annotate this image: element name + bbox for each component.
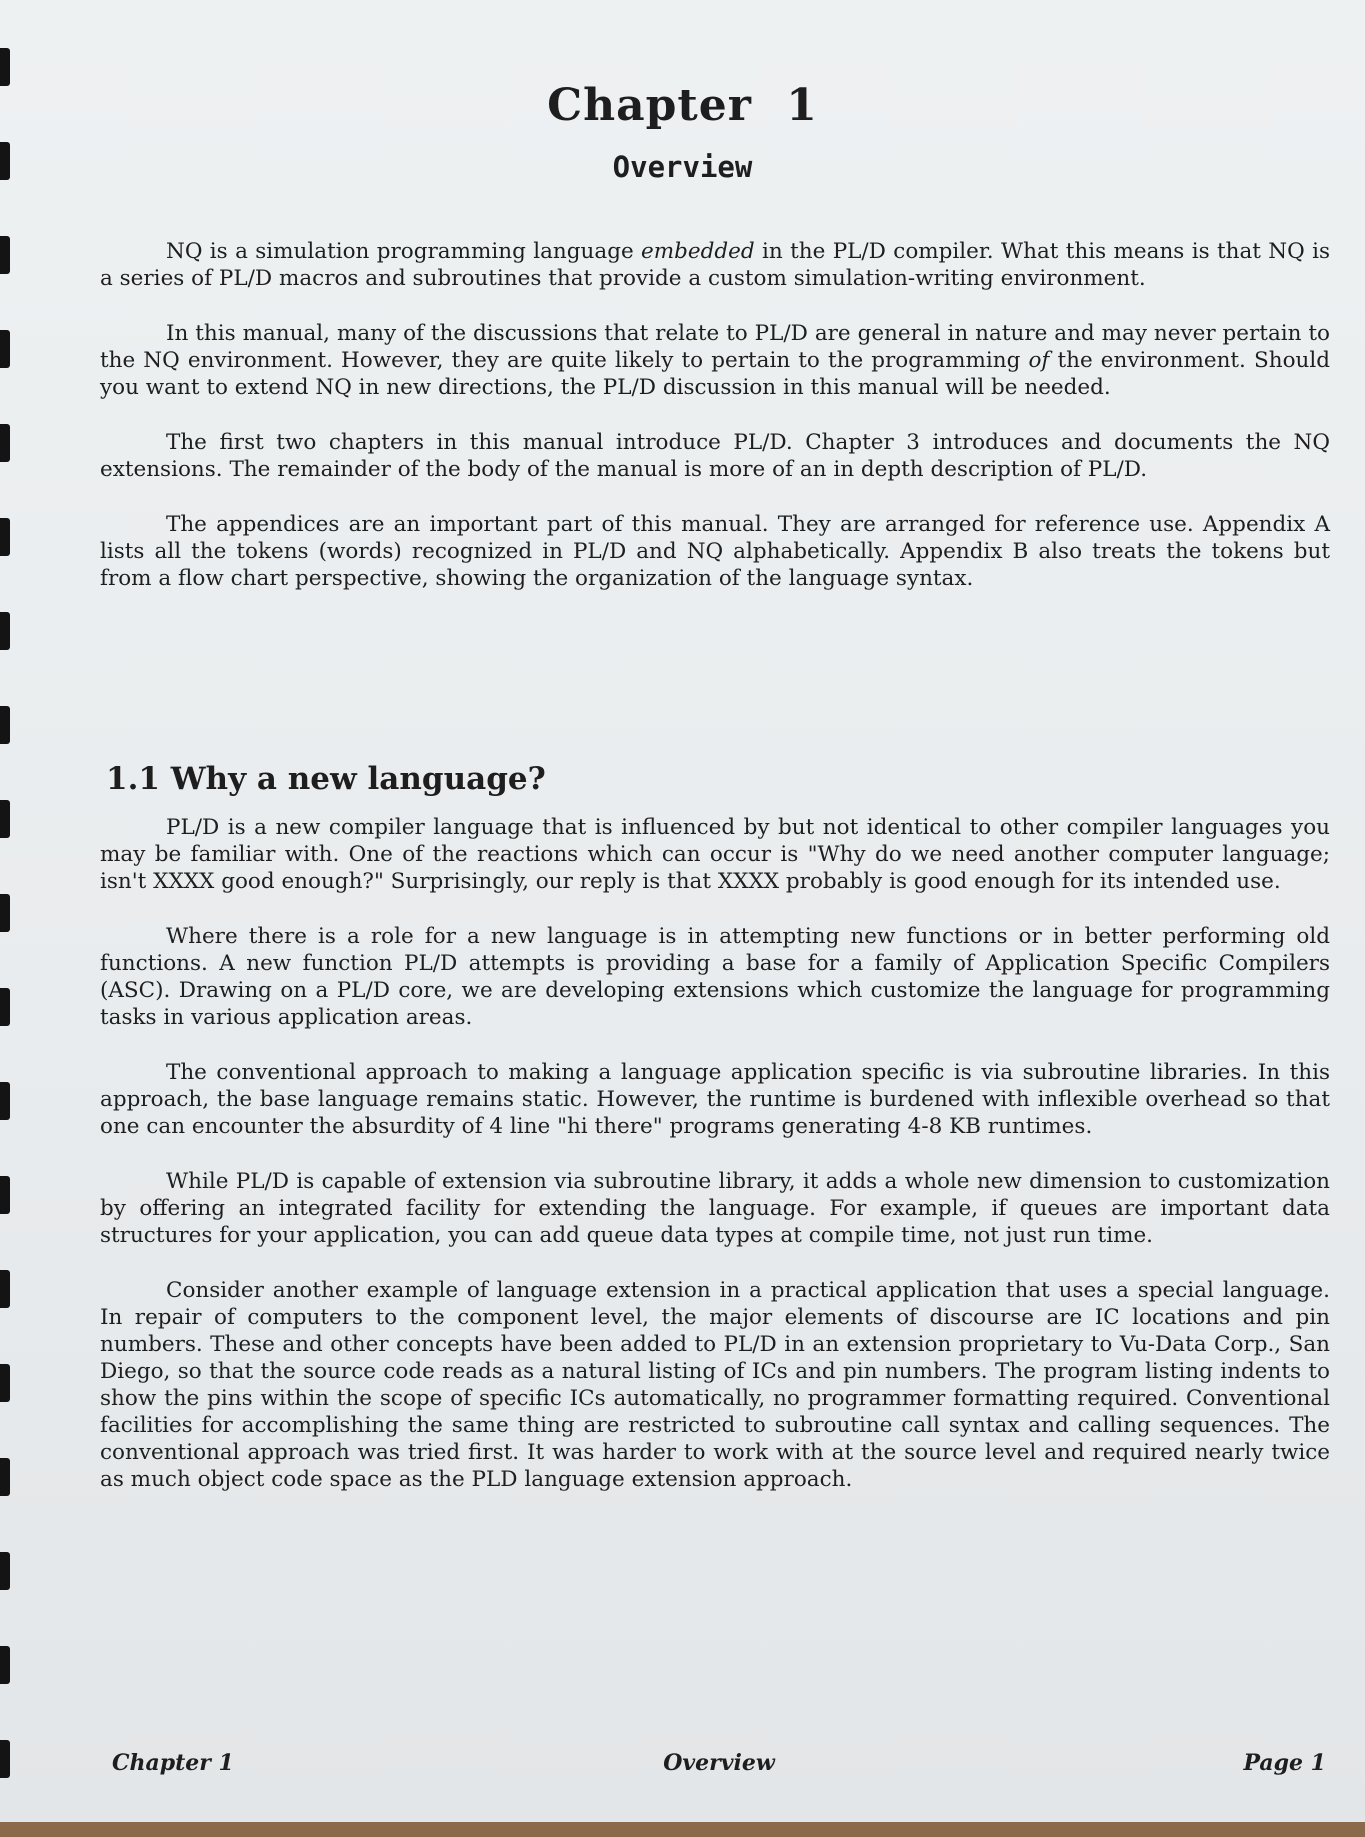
- chapter-subtitle: Overview: [612, 150, 753, 184]
- paragraph: In this manual, many of the discussions that relate to PL/D are general in nature and may never pertain to the NQ environment. However, they are quite likely to pertain to the programming of the environment. Should you want to extend NQ in new directions, the PL/D discussion in this manual will be needed.: [100, 321, 1331, 400]
- binding-hole: [0, 424, 10, 462]
- binding-hole: [0, 1740, 10, 1778]
- binding-hole: [0, 1270, 10, 1308]
- paragraph: The conventional approach to making a language application specific is via subroutine libraries. In this approach, the base language remains static. However, the runtime is burdened with inflexible overhead so that one can encounter the absurdity of 4 line "hi there" programs generating 4-8 KB runtimes.: [100, 1060, 1330, 1139]
- binding-hole: [0, 236, 10, 274]
- intro-text: [100, 238, 1330, 620]
- binding-hole: [0, 706, 10, 744]
- paragraph: Where there is a role for a new language is in attempting new functions or in better performing old functions. A new function PL/D attempts is providing a base for a family of Application Specific Compilers (ASC). Drawing on a PL/D core, we are developing extensions which customize the language for programming tasks in various application areas.: [100, 924, 1330, 1030]
- binding-hole: [0, 1552, 10, 1590]
- footer-chapter: Chapter 1: [112, 1750, 234, 1776]
- binding-hole: [0, 518, 10, 556]
- paragraph: PL/D is a new compiler language that is influenced by but not identical to other compiler languages you may be familiar with. One of the reactions which can occur is "Why do we need another computer language; isn't XXXX good enough?" Surprisingly, our reply is that XXXX probably is good enough for its intended use.: [100, 815, 1330, 894]
- paragraph: The appendices are an important part of this manual. They are arranged for reference use. Appendix A lists all the tokens (words) recognized in PL/D and NQ alphabetically. Appendix B also treats the tokens but from a flow chart perspective, showing the organization of the language syntax.: [100, 512, 1330, 591]
- binding-hole: [0, 1364, 10, 1402]
- binding-hole: [0, 1646, 10, 1684]
- chapter-title: Chapter 1: [547, 80, 818, 131]
- paragraph: Consider another example of language extension in a practical application that uses a special language. In repair of computers to the component level, the major elements of discourse are IC locations and pin numbers. These and other concepts have been added to PL/D in an extension proprietary to Vu-Data Corp., San Diego, so that the source code reads as a natural listing of ICs and pin numbers. The program listing indents to show the pins within the scope of specific ICs automatically, no programmer formatting required. Conventional facilities for accomplishing the same thing are restricted to subroutine call syntax and calling sequences. The conventional approach was tried first. It was harder to work with at the source level and required nearly twice as much object code space as the PLD language extension approach.: [100, 1278, 1330, 1492]
- binding-hole: [0, 988, 10, 1026]
- binding-hole: [0, 1082, 10, 1120]
- footer-page-number: Page 1: [1243, 1750, 1326, 1776]
- paragraph: While PL/D is capable of extension via subroutine library, it adds a whole new dimension to customization by offering an integrated facility for extending the language. For example, if queues are important data structures for your application, you can add queue data types at compile time, not just run time.: [100, 1169, 1330, 1248]
- binding-hole: [0, 800, 10, 838]
- binding-hole: [0, 612, 10, 650]
- section-heading: 1.1 Why a new language?: [106, 761, 546, 797]
- paragraph: The first two chapters in this manual introduce PL/D. Chapter 3 introduces and documents the NQ extensions. The remainder of the body of the manual is more of an in depth description of PL/D.: [100, 430, 1330, 482]
- paragraph: NQ is a simulation programming language embedded in the PL/D compiler. What this means is that NQ is a series of PL/D macros and subroutines that provide a custom simulation-writing environment.: [100, 239, 1330, 291]
- section-1-1: [100, 760, 1330, 1521]
- binding-hole: [0, 894, 10, 932]
- binding-hole: [0, 1458, 10, 1496]
- binding-hole: [0, 330, 10, 368]
- emphasis: embedded: [641, 239, 755, 264]
- spiral-binding: [0, 0, 16, 1822]
- emphasis: of: [1028, 348, 1050, 373]
- binding-hole: [0, 1176, 10, 1214]
- footer-section: Overview: [663, 1750, 775, 1776]
